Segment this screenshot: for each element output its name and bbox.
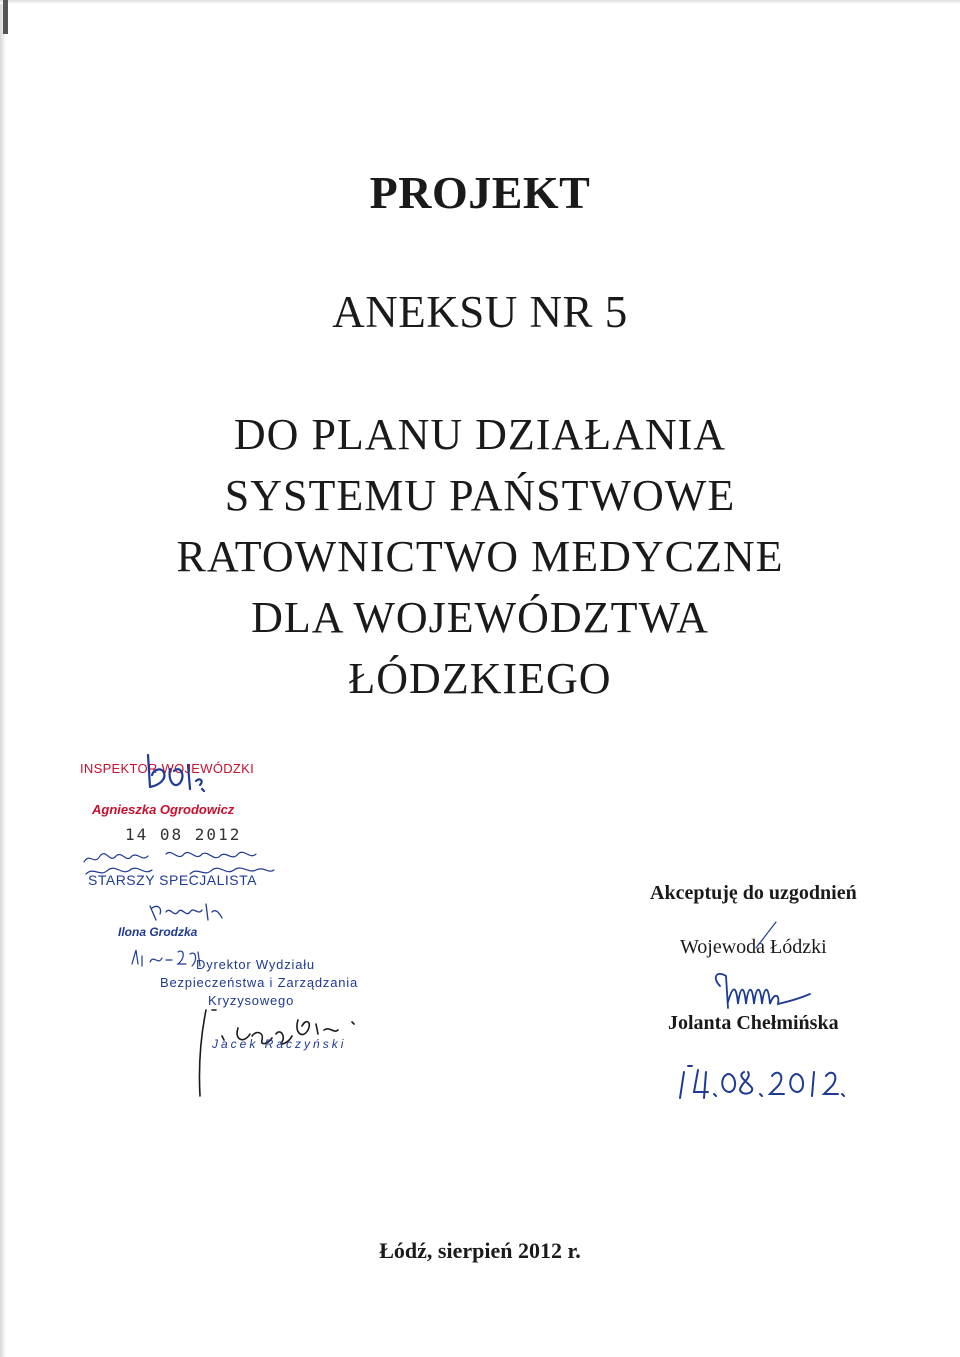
specialist-stamp-title: STARSZY SPECJALISTA	[88, 872, 257, 888]
inspector-stamp-title: INSPEKTOR WOJEWÓDZKI	[80, 761, 255, 776]
approval-accept-text: Akceptuję do uzgodnień	[650, 882, 857, 904]
inspector-signature	[140, 745, 220, 805]
director-stamp-line3: Kryzysowego	[208, 993, 295, 1008]
subtitle-line: RATOWNICTWO MEDYCZNE	[176, 532, 784, 581]
document-subtitle	[0, 404, 960, 709]
director-stamp-line1: Dyrektor Wydziału	[196, 957, 315, 972]
subtitle-line: SYSTEMU PAŃSTWOWE	[224, 471, 736, 520]
subtitle-line: ŁÓDZKIEGO	[348, 654, 612, 703]
subtitle-line: DO PLANU DZIAŁANIA	[233, 410, 727, 459]
specialist-stamp-name: Ilona Grodzka	[118, 925, 198, 939]
scan-mark	[3, 0, 8, 34]
document-title-aneks: ANEKSU NR 5	[332, 287, 628, 337]
approval-voivode-title: Wojewoda Łódzki	[680, 936, 827, 958]
specialist-signature	[146, 898, 226, 926]
approval-signatory-name: Jolanta Chełmińska	[668, 1012, 839, 1034]
director-stamp-name: Jacek Raczyński	[212, 1037, 347, 1051]
subtitle-line: DLA WOJEWÓDZTWA	[251, 593, 709, 642]
document-title-projekt: PROJEKT	[369, 167, 591, 218]
approval-handwritten-date	[676, 1058, 846, 1104]
scan-edge-top	[0, 0, 960, 4]
director-stamp-line2: Bezpieczeństwa i Zarządzania	[160, 975, 358, 990]
inspector-stamp-date: 14 08 2012	[125, 825, 242, 844]
inspector-stamp-name: Agnieszka Ogrodowicz	[92, 802, 235, 817]
voivode-signature	[706, 912, 846, 1022]
footer-place-date: Łódź, sierpień 2012 r.	[379, 1238, 581, 1263]
